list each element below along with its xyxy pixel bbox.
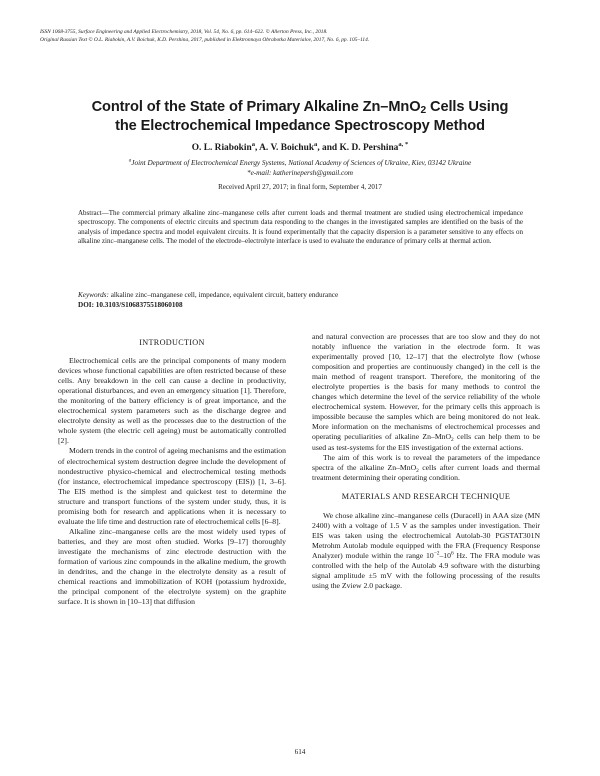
right-column — [312, 332, 540, 591]
section-heading-introduction: INTRODUCTION — [139, 338, 205, 347]
title-line-2: the Electrochemical Impedance Spectroscopy Method — [115, 118, 485, 134]
article-title — [40, 98, 560, 136]
keywords: Keywords: alkaline zinc–manganese cell, impedance, equivalent circuit, battery endurance — [78, 291, 339, 299]
title-line-1: Control of the State of Primary Alkaline Zn–MnO$_2$ Cells Using — [91, 99, 509, 116]
author-3: K. D. Pershina — [339, 143, 399, 153]
affiliation — [40, 158, 560, 178]
journal-header — [40, 28, 560, 44]
paragraph: Electrochemical cells are the principal components of many modern devices whose functional capabilities are often restricted because of these cells. Any breakdown in the cell can cause a decline in productivity, operational disturbances, and even an emergency situation [1]. Therefore, the monitoring of the battery efficiency is of great importance, and the electrochemical system parameters such as the discharge degree and electrolyte density as well as the processes due to the destruction of the whole system (the electric cell ageing) must be automatically controlled [2]. — [58, 356, 286, 446]
paragraph: We chose alkaline zinc–manganese cells (Duracell) in AAA size (MN 2400) with a voltage of 1.5 V as the samples under investigation. Their EIS was taken using the electrochemical Autolab-30 PGSTAT301N Metrohm Autolab module equipped with the FRA (Frequency Response Analyzer) module within the range $10^{-2}-10^6$ Hz. The FRA module was controlled with the help of the Autolab 4.9 software with the disturbing signal amplitude ±5 mV with the following processing of the results using the Zview 2.0 package. — [312, 510, 540, 591]
affiliation-text: $^a$Joint Department of Electrochemical Energy Systems, National Academy of Sciences of Ukraine, Kiev, 03142 Ukraine — [128, 158, 472, 167]
header-line-2: Original Russian Text © O.L. Riabokin, A.V. Boichuk, K.D. Pershina, 2017, published in Elektronnaya Obrabotka Materialov, 2017, No. 6, pp. 105–114. — [40, 37, 370, 43]
author-1: O. L. Riabokin — [191, 143, 252, 153]
section-heading-materials: MATERIALS AND RESEARCH TECHNIQUE — [341, 491, 511, 501]
abstract: Abstract—The commercial primary alkaline zinc–manganese cells after current loads and thermal treatment are studied using electrochemical impedance spectroscopy. The components of electric circuits and spectrum data responding to the changes in the investigated samples are identified on the basis of the analysis of impedance spectra and model equivalent circuits. It is found experimentally that the capacity dispersion is a parameter sensitive to any effects on alkaline zinc–manganese cells. The model of the electrode–electrolyte interface is used to evaluate the endurance of primary cells at thermal action. — [78, 209, 523, 246]
paragraph: The aim of this work is to reveal the parameters of the impedance spectra of the alkaline Zn–MnO$_2$ cells after current loads and thermal treatment determining their operating condition. — [312, 452, 540, 482]
author-list: O. L. Riabokin$^a$, A. V. Boichuk$^a$, and K. D. Pershina$^{a, *}$ — [191, 140, 409, 153]
header-line-1: ISSN 1068-3755, Surface Engineering and Applied Electrochemistry, 2018, Vol. 54, No. 6, pp. 614–622. © Allerton Press, Inc., 2018. — [40, 29, 328, 35]
page-number: 614 — [294, 748, 306, 756]
doi: DOI: 10.3103/S1068375518060108 — [78, 301, 183, 309]
paragraph: and natural convection are processes that are too slow and they do not notably influence the variation in the electrode form. It was experimentally proved [10, 12–17] that the electrolyte flow (whose composition and properties are continuously changed) in the cell is the main method of reagent transport. Therefore, the monitoring of the electrolyte properties is the basis for many methods to control the changes which determine the level of the service reliability of the whole electrochemical system. However, for the primary cells this approach is impossible because the samples which are being monitored do not leak. More information on the mechanisms of electrochemical processes and operating peculiarities of alkaline Zn–MnO$_2$ cells can help them to be used as test-systems for the EIS investigation of the external actions. — [312, 332, 540, 452]
paragraph: Modern trends in the control of ageing mechanisms and the estimation of electrochemical system destruction degree include the development of nondestructive physico-chemical and electrochemical testing methods (for instance, electrochemical impedance spectroscopy (EIS)) [1, 3–6]. The EIS method is the simplest and quickest test to determine the structure and transport functions of the system under study, thus, it is promising both for research and applications when it is necessary to evaluate the life time and destruction rate of electrochemical cells [6–8]. — [58, 446, 286, 526]
received-dates: Received April 27, 2017; in final form, September 4, 2017 — [218, 183, 382, 191]
author-email: *e-mail: katherinepersh@gmail.com — [246, 169, 353, 177]
left-column — [58, 334, 286, 607]
author-2: A. V. Boichuk — [259, 143, 315, 153]
paragraph: Alkaline zinc–manganese cells are the most widely used types of batteries, and they are most often studied. Works [9–17] thoroughly investigate the mechanisms of zinc electrode destruction with the formation of various zinc compounds in the alkaline medium, the growth in dendrites, and the change in the electrolyte density as a result of chemical reactions and immobilization of KOH (potassium hydroxide, the principal component of the electrolyte system) on the graphite surface. It is shown in [10–13] that diffusion — [58, 526, 286, 607]
